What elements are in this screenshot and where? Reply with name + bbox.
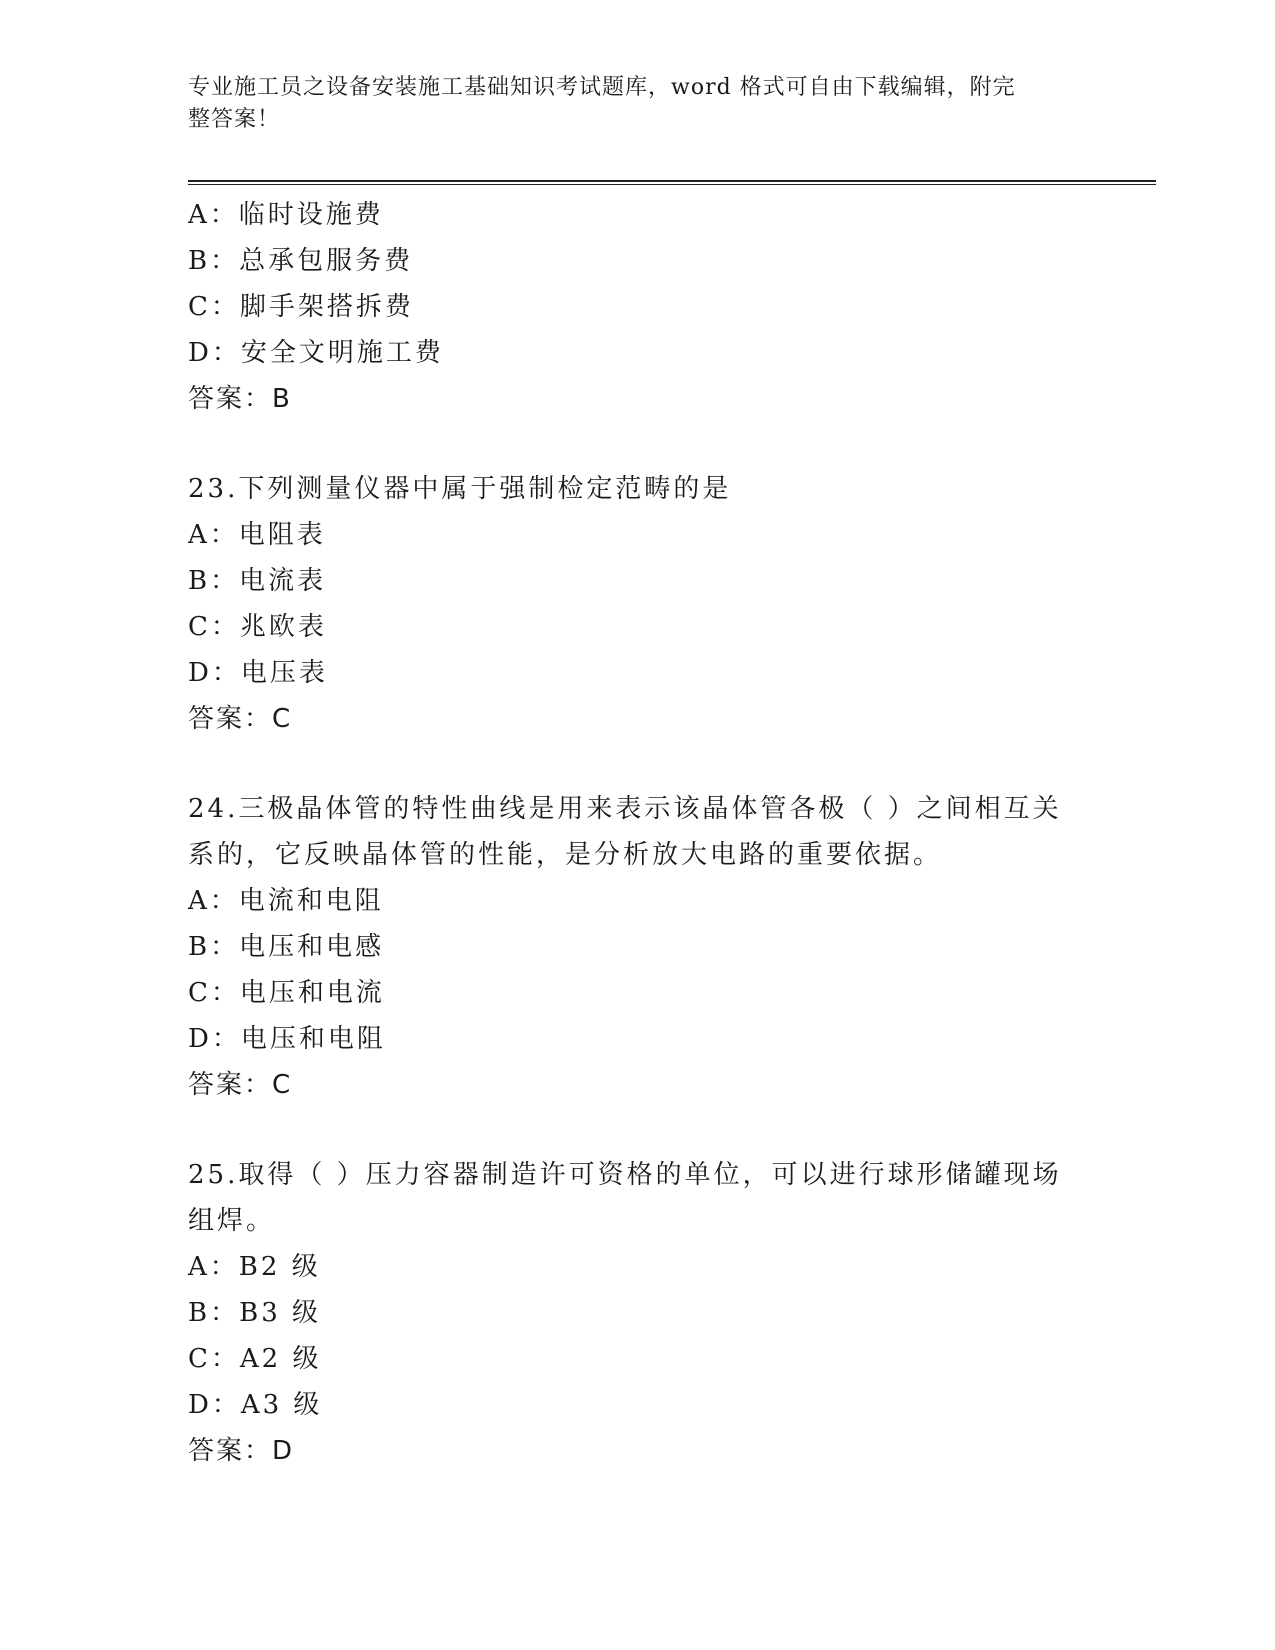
option-b: B：电流表 (188, 566, 327, 596)
question-stem-line-1: 25.取得（ ）压力容器制造许可资格的单位，可以进行球形储罐现场 (188, 1160, 1062, 1190)
option-c: C：兆欧表 (188, 612, 327, 642)
header-divider-thick (188, 180, 1156, 182)
question-stem: 23.下列测量仪器中属于强制检定范畴的是 (188, 474, 732, 504)
option-b: B：电压和电感 (188, 932, 385, 962)
option-b: B：B3 级 (188, 1298, 322, 1328)
option-c: C：A2 级 (188, 1344, 322, 1374)
answer-line: 答案：C (188, 1070, 293, 1100)
option-a: A：电流和电阻 (188, 886, 384, 916)
option-c: C：脚手架搭拆费 (188, 292, 414, 322)
answer-line: 答案：D (188, 1436, 295, 1466)
option-b: B：总承包服务费 (188, 246, 414, 276)
header-line-2: 整答案！ (188, 107, 281, 132)
question-list (188, 192, 1068, 1474)
question-block-25 (188, 1152, 1068, 1474)
question-block-23 (188, 466, 1068, 742)
option-c: C：电压和电流 (188, 978, 385, 1008)
option-d: D：安全文明施工费 (188, 338, 444, 368)
question-stem-line-2: 系的，它反映晶体管的性能，是分析放大电路的重要依据。 (188, 840, 943, 870)
answer-line: 答案：B (188, 384, 292, 414)
question-stem-line-1: 24.三极晶体管的特性曲线是用来表示该晶体管各极（ ）之间相互关 (188, 794, 1062, 824)
question-stem-line-2: 组焊。 (188, 1206, 276, 1236)
document-header (188, 72, 1068, 136)
question-block-24 (188, 786, 1068, 1108)
question-block-22 (188, 192, 1068, 422)
option-a: A：B2 级 (188, 1252, 321, 1282)
option-d: D：A3 级 (188, 1390, 323, 1420)
option-d: D：电压和电阻 (188, 1024, 386, 1054)
answer-line: 答案：C (188, 704, 293, 734)
option-a: A：临时设施费 (188, 200, 384, 230)
header-divider-thin (188, 184, 1156, 185)
option-d: D：电压表 (188, 658, 328, 688)
option-a: A：电阻表 (188, 520, 326, 550)
header-line-1: 专业施工员之设备安装施工基础知识考试题库，word 格式可自由下载编辑，附完 (188, 75, 1016, 100)
